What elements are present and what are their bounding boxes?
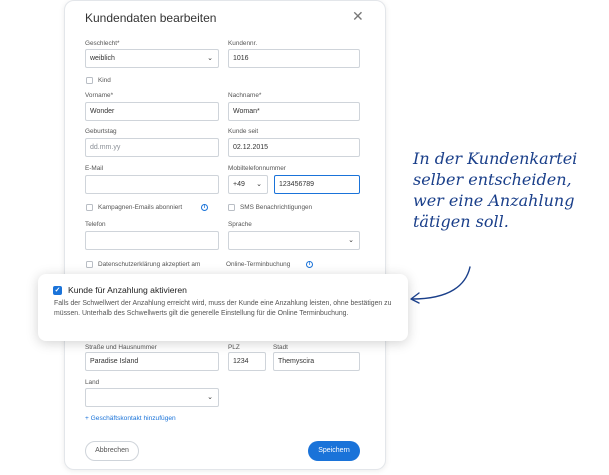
privacy-checkbox[interactable] [86,261,93,268]
customer-number-label: Kundennr. [228,40,258,47]
edit-customer-dialog [64,0,386,470]
campaign-emails-label: Kampagnen-Emails abonniert [98,204,183,211]
last-name-label: Nachname* [228,92,262,99]
mobile-label: Mobiltelefonnummer [228,165,286,172]
child-checkbox[interactable] [86,77,93,84]
sms-checkbox[interactable] [228,204,235,211]
gender-value: weiblich [90,55,115,62]
sms-label: SMS Benachrichtigungen [240,204,313,211]
save-button[interactable]: Speichern [308,441,360,461]
country-select[interactable] [85,388,219,407]
city-label: Stadt [273,344,288,351]
info-icon[interactable]: i [306,261,313,268]
deposit-activation-card [38,274,408,341]
gender-label: Geschlecht* [85,40,120,47]
city-input[interactable]: Themyscira [273,352,360,371]
country-code-select[interactable] [228,175,268,194]
first-name-input[interactable]: Wonder [85,102,219,121]
country-code-value: +49 [233,181,245,188]
deposit-title: Kunde für Anzahlung aktivieren [68,285,187,295]
deposit-checkbox[interactable]: ✓ [54,287,61,294]
gender-select[interactable] [85,49,219,68]
handwritten-annotation [413,148,609,232]
chevron-down-icon: ⌄ [256,181,262,188]
chevron-down-icon: ⌄ [207,394,213,401]
language-label: Sprache [228,221,252,228]
info-icon[interactable]: i [201,204,208,211]
customer-since-label: Kunde seit [228,128,259,135]
zip-label: PLZ [228,344,240,351]
first-name-label: Vorname* [85,92,114,99]
birthday-input[interactable]: dd.mm.yy [85,138,219,157]
customer-since-input[interactable]: 02.12.2015 [228,138,360,157]
privacy-label: Datenschutzerklärung akzeptiert am [98,261,201,268]
close-icon[interactable]: ✕ [352,8,364,24]
cancel-button[interactable]: Abbrechen [85,441,139,461]
zip-input[interactable]: 1234 [228,352,266,371]
customer-number-input[interactable]: 1016 [228,49,360,68]
dialog-title: Kundendaten bearbeiten [85,11,217,25]
last-name-input[interactable]: Woman* [228,102,360,121]
language-select[interactable] [228,231,360,250]
email-label: E-Mail [85,165,104,172]
phone-label: Telefon [85,221,106,228]
email-field[interactable] [85,175,219,194]
street-input[interactable]: Paradise Island [85,352,219,371]
mobile-input[interactable]: 123456789 [274,175,360,194]
country-label: Land [85,379,100,386]
curved-arrow-icon [400,265,480,305]
annotation-line: In der Kundenkartei [413,149,578,168]
chevron-down-icon: ⌄ [207,55,213,62]
add-business-contact-link[interactable]: + Geschäftskontakt hinzufügen [85,415,176,422]
street-label: Straße und Hausnummer [85,344,157,351]
deposit-description: Falls der Schwellwert der Anzahlung erreicht wird, muss der Kunde eine Anzahlung leisten, ohne bestätigen zu müssen. Unterhalb des Schwellwerts gilt die generelle Einstellung für die Online Terminbuchung. [54,300,392,317]
birthday-label: Geburtstag [85,128,117,135]
annotation-line: tätigen soll. [413,212,509,231]
annotation-line: selber entscheiden, [413,170,572,189]
child-label: Kind [98,77,111,84]
phone-input[interactable] [85,231,219,250]
annotation-line: wer eine Anzahlung [413,191,575,210]
online-booking-label: Online-Terminbuchung [226,261,291,268]
chevron-down-icon: ⌄ [348,237,354,244]
campaign-emails-checkbox[interactable] [86,204,93,211]
